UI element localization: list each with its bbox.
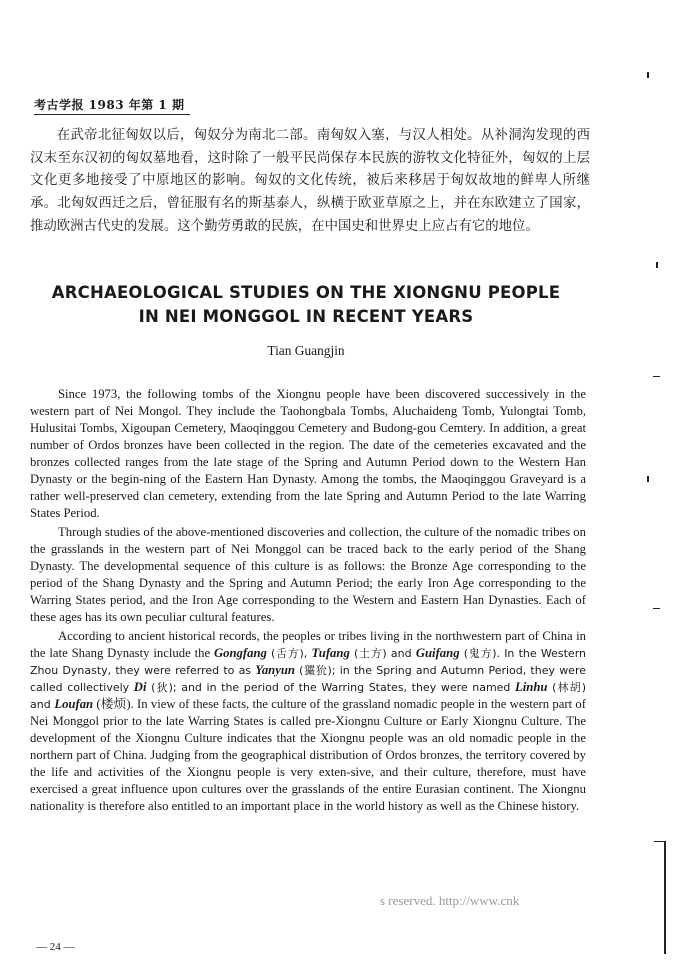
article-title xyxy=(0,281,612,329)
chinese-abstract xyxy=(30,125,590,239)
scan-mark xyxy=(664,841,666,954)
paragraph-3-text: (楼烦). In view of these facts, the culture of the grassland nomadic people in the western part of Nei Monggol prior to the late Warring States is called pre-Xiongnu Culture or Early Xiongnu Culture. The development of the Xiongnu Culture indicates that the Xiongnu people was an old nomadic people in the northern part of China. Judging from the geographical distribution of Ordos bronzes, the territory covered by the life and activities of the Xiongnu people is very exten-sive, and their culture, therefore, must have exercised a great influence upon cultures over the grasslands of the entire Eurasian continent. The Xiongnu nationality is therefore also entitled to an important place in the world history as well as the Chinese history. xyxy=(30,697,586,813)
term-gongfang: Gongfang xyxy=(213,646,267,660)
paragraph-3-text: (舌方), xyxy=(266,647,312,660)
paragraph-3-text: (林胡) and xyxy=(30,681,587,711)
paragraph-2: Through studies of the above-mentioned discoveries and collection, the culture of the nomadic tribes on the grasslands in the western part of Nei Monggol can be traced back to the early period of the Shang Dynasty. The developmental sequence of this culture is as follows: the Bronze Age corresponding to the period of the Shang Dynasty and the Spring and Autumn Period; the early Iron Age corresponding to the Warring States period, and the Iron Age corresponding to the Western and Eastern Han Dynasties. Each of these ages has its own peculiar cultural features. xyxy=(30,525,586,624)
scan-mark xyxy=(656,262,658,268)
watermark-text: s reserved. http://www.cnk xyxy=(380,893,520,908)
paragraph-3-text: (狄); and in the period of the Warring States, they were named xyxy=(146,681,516,694)
author-name: Tian Guangjin xyxy=(267,343,345,358)
paragraph-3-text: (玁狁); in the Spring and Autumn Period, they were called collectively xyxy=(30,664,587,694)
article-title-line-2: IN NEI MONGGOL IN RECENT YEARS xyxy=(138,307,474,326)
term-tufang: Tufang xyxy=(311,646,350,660)
scan-mark xyxy=(654,841,665,842)
term-linhu: Linhu xyxy=(515,680,548,694)
paragraph-1: Since 1973, the following tombs of the Xiongnu people have been discovered successively in the western part of Nei Mongol. They include the Taohongbala Tombs, Aluchaideng Tomb, Yulongtai Tomb, Hulusitai Tombs, Xigoupan Cemetery, Maoqinggou Cemetery and Budong-gou Cemtery. In addition, a great number of Ordos bronzes have been collected in the region. The date of the cemeteries excavated and the bronzes collected ranges from the late stage of the Spring and Autumn Period down to the Western Han Dynasty or the begin-ning of the Eastern Han Dynasty. Among the tombs, the Maoqinggou Graveyard is a rather well-preserved clan cemetery, extending from the late Spring and Autumn Period to the late Warring States Period. xyxy=(30,387,586,520)
paragraph-3-text: According to ancient historical records, the peoples or tribes living in the northwestern part of China in the late Shang Dynasty include the xyxy=(30,629,586,660)
scan-mark xyxy=(647,72,649,78)
term-guifang: Guifang xyxy=(415,646,460,660)
page-number: — 24 — xyxy=(36,941,75,953)
term-yanyun: Yanyun xyxy=(255,663,295,677)
paragraph-3 xyxy=(30,628,586,815)
paragraph-3-text: (土方) and xyxy=(349,647,416,660)
paragraph-3-text: (鬼方). In the Western Zhou Dynasty, they were referred to as xyxy=(30,647,586,677)
term-loufan: Loufan xyxy=(54,697,94,711)
article-title-line-1: ARCHAEOLOGICAL STUDIES ON THE XIONGNU PEOPLE xyxy=(51,283,561,302)
scan-mark xyxy=(653,376,660,377)
scan-mark xyxy=(647,476,649,482)
term-di: Di xyxy=(133,680,147,694)
chinese-abstract-text: 在武帝北征匈奴以后，匈奴分为南北二部。南匈奴入塞，与汉人相处。从补洞沟发现的西汉末至东汉初的匈奴墓地看，这时除了一般平民尚保存本民族的游牧文化特征外，匈奴的上层文化更多地接受了中原地区的影响。匈奴的文化传统，被后来移居于匈奴故地的鲜卑人所继承。北匈奴西迁之后，曾征服有名的斯基泰人，纵横于欧亚草原之上，并在东欧建立了国家，推动欧洲古代史的发展。这个勤劳勇敢的民族，在中国史和世界史上应占有它的地位。 xyxy=(30,128,590,234)
article-body xyxy=(30,386,586,817)
running-head: 考古学报 1983 年第 1 期 xyxy=(34,96,190,115)
scan-mark xyxy=(653,608,660,609)
